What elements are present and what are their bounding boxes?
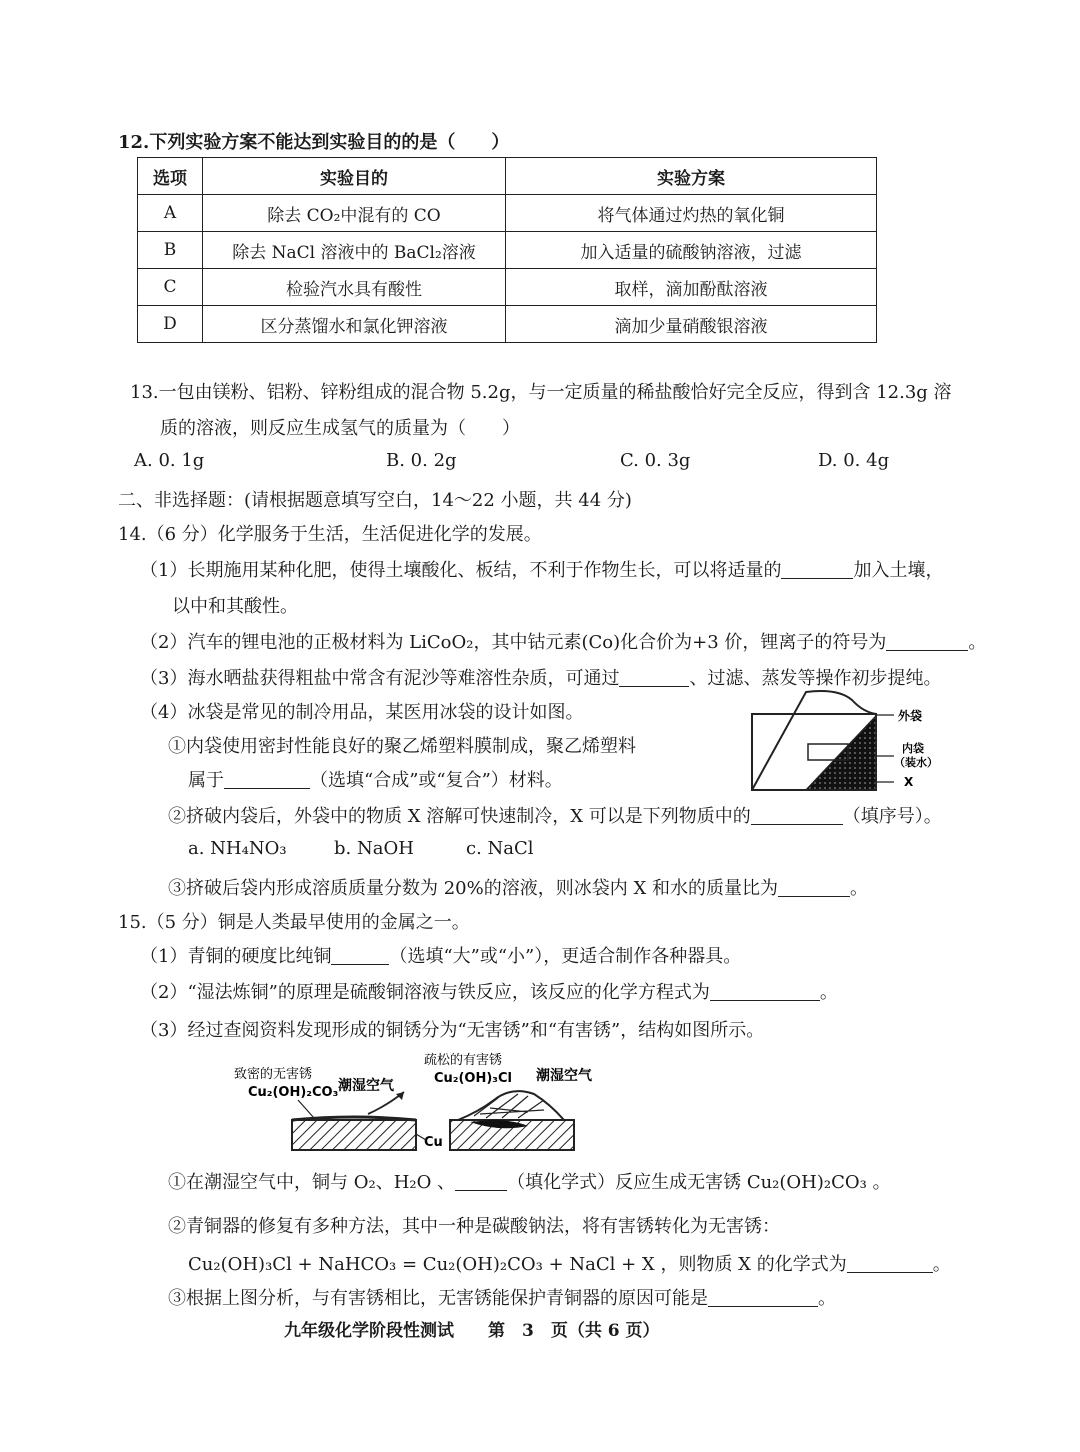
q15-part1 [140,942,741,968]
label-harmful-formula: Cu₂(OH)₃Cl [434,1071,512,1086]
label-outer-bag: 外袋 [898,709,923,723]
answer-blank[interactable] [331,946,389,965]
q14-part1-line1 [140,556,943,582]
q13-option-a: A. 0. 1g [134,450,205,471]
label-inner-bag-water: （装水） [894,756,938,769]
copper-block-left [292,1120,416,1150]
answer-blank[interactable] [778,878,850,897]
label-humid-air-1: 潮湿空气 [338,1078,394,1094]
page-footer: 九年级化学阶段性测试 第 3 页（共 6 页） [284,1321,660,1341]
label-cu: Cu [424,1135,443,1150]
table-row [138,195,877,232]
period: 。 [968,632,987,653]
q14-sub1-tail: （选填“合成”或“复合”）材料。 [310,770,563,791]
q15-part2-text: （2）“湿法炼铜”的原理是硫酸铜溶液与铁反应，该反应的化学方程式为 [140,982,710,1003]
answer-blank[interactable] [886,632,968,651]
q14-sub1-line2 [188,766,563,792]
label-x: X [904,775,914,789]
q14-part2 [140,628,986,654]
q13-option-d: D. 0. 4g [818,450,890,471]
q14-choice-a: a. NH₄NO₃ [188,838,287,859]
q15-sub3 [168,1284,836,1310]
period: 。 [932,1254,951,1275]
q14-part2-text: （2）汽车的锂电池的正极材料为 LiCoO₂，其中钴元素(Co)化合价为+3 价，锂离子的符号为 [140,632,887,653]
section-heading: 二、非选择题：(请根据题意填写空白，14～22 小题，共 44 分) [118,490,632,511]
q15-part1-tail: （选填“大”或“小”），更适合制作各种器具。 [389,946,742,967]
row-option: C [138,269,203,306]
row-option: A [138,195,203,232]
q14-part1-tail: 加入土壤， [853,560,944,581]
row-method: 加入适量的硫酸钠溶液，过滤 [506,232,877,269]
answer-blank[interactable] [224,770,310,789]
q14-choice-b: b. NaOH [334,838,414,859]
equation-text: Cu₂(OH)₃Cl + NaHCO₃ = Cu₂(OH)₂CO₃ + NaCl + X ，则物质 X 的化学式为 [188,1254,847,1275]
answer-blank[interactable] [455,1172,507,1191]
q13-line1: 13.一包由镁粉、铝粉、锌粉组成的混合物 5.2g，与一定质量的稀盐酸恰好完全反应，得到含 12.3g 溶 [130,382,952,403]
label-harmless-rust: 致密的无害锈 [234,1067,313,1082]
row-purpose: 除去 NaCl 溶液中的 BaCl₂溶液 [203,232,506,269]
q15-sub2: ②青铜器的修复有多种方法，其中一种是碳酸钠法，将有害锈转化为无害锈： [168,1216,780,1237]
label-humid-air-2: 潮湿空气 [536,1068,592,1084]
answer-blank[interactable] [710,982,820,1001]
q14-part1-text: （1）长期施用某种化肥，使得土壤酸化、板结，不利于作物生长，可以将适量的 [140,560,782,581]
q15-sub1-text: ①在潮湿空气中，铜与 O₂、H₂O 、 [168,1172,456,1193]
period: 。 [849,878,868,899]
q14-part3-text: （3）海水晒盐获得粗盐中常含有泥沙等难溶性杂质，可通过 [140,668,620,689]
table-row [138,232,877,269]
q14-sub2-tail: （填序号）。 [842,806,942,827]
q13-line2: 质的溶液，则反应生成氢气的质量为（ ） [160,418,520,439]
label-harmless-formula: Cu₂(OH)₂CO₃ [248,1085,339,1100]
row-method: 取样，滴加酚酞溶液 [506,269,877,306]
q13-option-c: C. 0. 3g [620,450,691,471]
q14-sub3-text: ③挤破后袋内形成溶质质量分数为 20%的溶液，则冰袋内 X 和水的质量比为 [168,878,778,899]
label-harmful-rust: 疏松的有害锈 [424,1053,503,1068]
q12-stem: 12.下列实验方案不能达到实验目的的是（ ） [118,132,510,153]
header-method: 实验方案 [506,158,877,195]
row-purpose: 除去 CO₂中混有的 CO [203,195,506,232]
answer-blank[interactable] [708,1288,818,1307]
q15-stem: 15.（5 分）铜是人类最早使用的金属之一。 [118,912,470,933]
q14-sub2-text: ②挤破内袋后，外袋中的物质 X 溶解可快速制冷，X 可以是下列物质中的 [168,806,751,827]
q15-part1-text: （1）青铜的硬度比纯铜 [140,946,332,967]
period: 。 [818,1288,836,1309]
q14-sub2 [168,802,942,828]
q12-table [137,157,877,343]
row-method: 滴加少量硝酸银溶液 [506,306,877,343]
answer-blank[interactable] [847,1254,933,1273]
table-row [138,269,877,306]
row-method: 将气体通过灼热的氧化铜 [506,195,877,232]
q14-sub3 [168,874,868,900]
period: 。 [819,982,838,1003]
table-row [138,306,877,343]
q14-sub1-text: 属于 [188,770,224,791]
q13-option-b: B. 0. 2g [386,450,457,471]
q14-part3-tail: 、过滤、蒸发等操作初步提纯。 [689,668,942,689]
q15-sub3-text: ③根据上图分析，与有害锈相比，无害锈能保护青铜器的原因可能是 [168,1288,708,1309]
row-purpose: 检验汽水具有酸性 [203,269,506,306]
row-purpose: 区分蒸馏水和氯化钾溶液 [203,306,506,343]
q14-choice-c: c. NaCl [466,838,534,859]
q15-sub1-tail: （填化学式）反应生成无害锈 Cu₂(OH)₂CO₃ 。 [507,1172,891,1193]
table-header-row [138,158,877,195]
answer-blank[interactable] [619,668,689,687]
q14-sub1-line1: ①内袋使用密封性能良好的聚乙烯塑料膜制成，聚乙烯塑料 [168,736,636,757]
row-option: D [138,306,203,343]
q14-part1-line2: 以中和其酸性。 [172,596,298,617]
inner-bag-shape [806,716,876,790]
row-option: B [138,232,203,269]
q15-sub1 [168,1168,891,1194]
q14-stem: 14.（6 分）化学服务于生活，生活促进化学的发展。 [118,524,542,545]
ice-bag-figure [748,686,948,796]
header-option: 选项 [138,158,203,195]
answer-blank[interactable] [781,560,853,579]
q15-part2 [140,978,838,1004]
q15-part3: （3）经过查阅资料发现形成的铜锈分为“无害锈”和“有害锈”，结构如图所示。 [140,1020,765,1041]
answer-blank[interactable] [751,806,843,825]
header-purpose: 实验目的 [203,158,506,195]
q15-sub2-equation [188,1250,951,1276]
q14-part4: （4）冰袋是常见的制冷用品，某医用冰袋的设计如图。 [140,702,584,723]
label-inner-bag: 内袋 [902,742,924,755]
copper-rust-figure [228,1050,618,1158]
